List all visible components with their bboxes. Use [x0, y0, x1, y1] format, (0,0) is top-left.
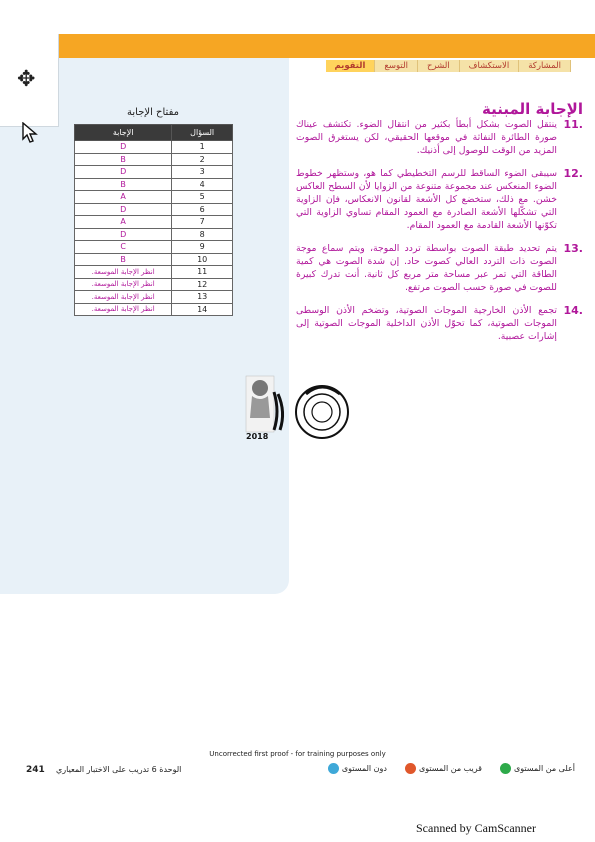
- tab-expansion[interactable]: التوسع: [375, 60, 418, 72]
- table-row: [75, 178, 233, 191]
- tab-participation[interactable]: المشاركة: [519, 60, 571, 72]
- stamp-year: 2018: [246, 432, 269, 441]
- page-footer: [0, 762, 595, 780]
- list-item: [296, 118, 583, 157]
- table-row: [75, 166, 233, 179]
- constructed-response-heading: الإجابة المبنية: [481, 100, 583, 118]
- table-row: [75, 228, 233, 241]
- question-number-cell: 8: [172, 228, 233, 241]
- list-item: [296, 304, 583, 343]
- move-tool-icon[interactable]: ✥: [17, 67, 36, 92]
- lesson-tabs: [326, 60, 572, 72]
- answer-cell: D: [75, 203, 172, 216]
- orange-dot-icon: [405, 763, 416, 774]
- item-number: 14.: [563, 304, 583, 317]
- question-number-cell: 10: [172, 253, 233, 266]
- answer-key-title: مفتاح الإجابة: [127, 107, 179, 118]
- table-row: [75, 253, 233, 266]
- item-text: تجمع الأذن الخارجية الموجات الصوتية، وتضخم الأذن الوسطى الموجات الصوتية، كما تحوّل الأذن الداخلية الموجات الصوتية إلى إشارات عصبية.: [296, 305, 557, 342]
- answer-cell: انظر الإجابة الموسعة.: [75, 291, 172, 304]
- viewer-toolbar: [0, 34, 59, 127]
- cursor-tool-icon[interactable]: [22, 122, 38, 144]
- question-number-cell: 12: [172, 278, 233, 291]
- table-row: [75, 291, 233, 304]
- table-row: [75, 216, 233, 229]
- item-number: 12.: [563, 167, 583, 180]
- answer-cell: B: [75, 253, 172, 266]
- question-number-cell: 13: [172, 291, 233, 304]
- top-color-band: [0, 34, 595, 58]
- constructed-response-list: [296, 118, 583, 353]
- answer-cell: انظر الإجابة الموسعة.: [75, 303, 172, 316]
- level-legend: [328, 763, 575, 774]
- item-number: 11.: [563, 118, 583, 131]
- question-number-cell: 14: [172, 303, 233, 316]
- item-text: ينتقل الصوت بشكل أبطأ بكثير من انتقال الضوء. تكتشف عيناك صورة الطائرة النفاثة في موقعها الحقيقي، لكن يستغرق الصوت المزيد من الوقت للوصول إلى أذنيك.: [296, 119, 557, 156]
- list-item: [296, 167, 583, 232]
- question-number-cell: 9: [172, 241, 233, 254]
- proof-note: Uncorrected first proof - for training purposes only: [209, 750, 386, 758]
- table-row: [75, 191, 233, 204]
- tab-explanation[interactable]: الشرح: [418, 60, 460, 72]
- list-item: [296, 242, 583, 294]
- question-number-cell: 1: [172, 141, 233, 154]
- question-number-cell: 6: [172, 203, 233, 216]
- table-row: [75, 241, 233, 254]
- answer-key-table: [74, 124, 233, 316]
- table-row: [75, 203, 233, 216]
- question-header: السؤال: [172, 125, 233, 141]
- legend-below-level: دون المستوى: [328, 763, 387, 774]
- answer-header: الإجابة: [75, 125, 172, 141]
- answer-cell: D: [75, 141, 172, 154]
- answer-cell: A: [75, 191, 172, 204]
- question-number-cell: 11: [172, 266, 233, 279]
- answer-cell: انظر الإجابة الموسعة.: [75, 278, 172, 291]
- green-dot-icon: [500, 763, 511, 774]
- item-number: 13.: [563, 242, 583, 255]
- answer-cell: D: [75, 166, 172, 179]
- question-number-cell: 3: [172, 166, 233, 179]
- scanner-watermark: Scanned by CamScanner: [416, 821, 536, 835]
- question-number-cell: 5: [172, 191, 233, 204]
- legend-above-level: أعلى من المستوى: [500, 763, 575, 774]
- page-number: 241: [26, 765, 45, 775]
- tab-exploration[interactable]: الاستكشاف: [460, 60, 520, 72]
- table-row: [75, 266, 233, 279]
- table-row: [75, 278, 233, 291]
- answer-cell: B: [75, 153, 172, 166]
- item-text: سيبقى الضوء الساقط للرسم التخطيطي كما هو، وستظهر خطوط الضوء المنعكس عند مجموعة متنوعة من الزوايا لأن السطح العاكس خشن. مع ذلك، ستخضع كل الأشعة لقانون الانعكاس، فإن الزاوية التي تشكّلها الأشعة الصادرة مع العمود المقام تساوي الزاوية التي تكوّنها الأشعة القادمة مع العمود المقام.: [296, 168, 557, 231]
- legend-near-level: قريب من المستوى: [405, 763, 482, 774]
- table-row: [75, 153, 233, 166]
- answer-cell: D: [75, 228, 172, 241]
- question-number-cell: 7: [172, 216, 233, 229]
- table-row: [75, 141, 233, 154]
- tab-evaluation[interactable]: التقويم: [326, 60, 376, 72]
- answer-cell: A: [75, 216, 172, 229]
- question-number-cell: 4: [172, 178, 233, 191]
- blue-dot-icon: [328, 763, 339, 774]
- answer-cell: C: [75, 241, 172, 254]
- item-text: يتم تحديد طبقة الصوت بواسطة تردد الموجة، ويتم سماع موجة الصوت ذات التردد العالي كصوت حاد. إن شدة الصوت هي كمية الطاقة التي تمر عبر مساحة متر مربع كل ثانية. أنت تدرك كبيرة للصوت في صورة حسب الصوت مرتفع.: [296, 243, 557, 293]
- table-row: [75, 303, 233, 316]
- answer-cell: B: [75, 178, 172, 191]
- unit-label: الوحدة 6 تدريب على الاختبار المعياري: [56, 765, 182, 774]
- answer-cell: انظر الإجابة الموسعة.: [75, 266, 172, 279]
- question-number-cell: 2: [172, 153, 233, 166]
